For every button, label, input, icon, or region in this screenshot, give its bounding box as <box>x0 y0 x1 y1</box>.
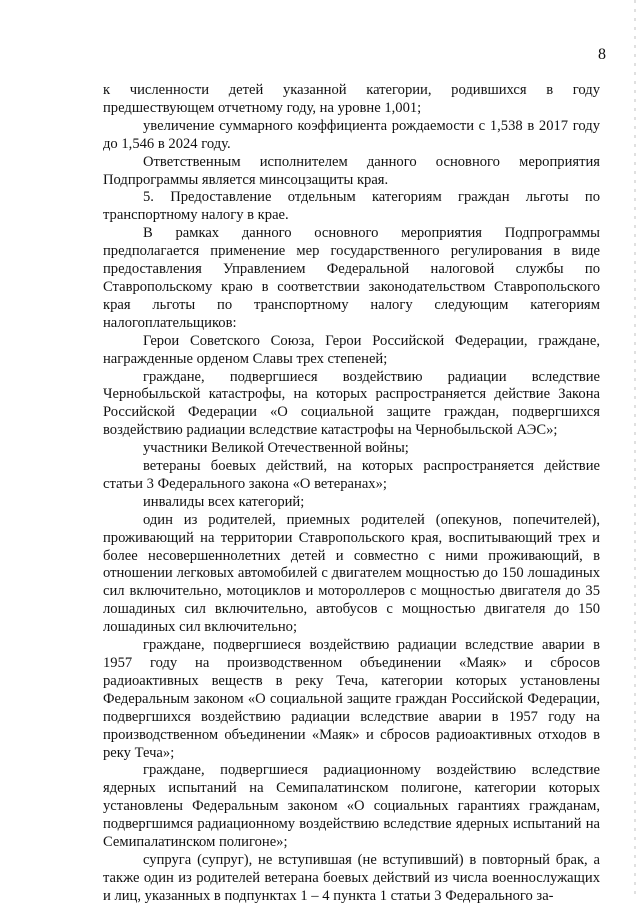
list-item-disabled: инвалиды всех категорий; <box>143 493 305 510</box>
list-item-veteran-spouse: супруга (супруг), не вступившая (не вступивший) в повторный брак, а также один из родителей ветерана боевых действий из числа военнослужащих и лиц, указанных в подпунктах 1 – 4 пункта 1 статьи 3 Федерального за- <box>103 851 600 904</box>
paragraph-responsible-executor: Ответственным исполнителем данного основного мероприятия Подпрограммы является минсоцзащиты края. <box>103 153 600 188</box>
list-item-large-families: один из родителей, приемных родителей (опекунов, попечителей), проживающий на территории Ставропольского края, воспитывающий трех и более несовершеннолетних детей и совместно с ними проживающий, в отношении легковых автомобилей с двигателем мощностью до 150 лошадиных сил включительно, мотоциклов и мотороллеров с мощностью двигателя до 35 лошадиных сил включительно, автобусов с мощностью двигателя до 150 лошадиных сил включительно; <box>103 511 600 636</box>
section-heading-transport-tax: 5. Предоставление отдельным категориям граждан льготы по транспортному налогу в крае. <box>103 189 600 224</box>
page-number: 8 <box>598 46 606 63</box>
scan-edge-marks <box>634 0 636 895</box>
list-item-semipalatinsk: граждане, подвергшиеся радиационному воздействию вследствие ядерных испытаний на Семипалатинском полигоне, категории которых установлены Федеральным законом «О социальных гарантиях гражданам, подвергшимся радиационному воздействию вследствие ядерных испытаний на Семипалатинском полигоне»; <box>103 762 600 851</box>
list-item-chernobyl: граждане, подвергшиеся воздействию радиации вследствие Чернобыльской катастрофы, на которых распространяется действие Закона Российской Федерации «О социальной защите граждан, подвергшихся воздействию радиации вследствие катастрофы на Чернобыльской АЭС»; <box>103 368 600 439</box>
list-item-mayak-accident: граждане, подвергшиеся воздействию радиации вследствие аварии в 1957 году на производственном объединении «Маяк» и сбросов радиоактивных веществ в реку Теча, категории которых установлены Федеральным законом «О социальной защите граждан Российской Федерации, подвергшихся воздействию радиации вследствие аварии в 1957 году на производственном объединении «Маяк» и сбросов радиоактивных отходов в реку Теча»; <box>103 637 600 761</box>
paragraph-measure-description: В рамках данного основного мероприятия Подпрограммы предполагается применение мер государственного регулирования в виде предоставления Управлением Федеральной налоговой службы по Ставропольскому краю в соответствии законодательством Ставропольского края льготы по транспортному налогу следующим категориям налогоплательщиков: <box>103 225 600 331</box>
list-item-heroes: Герои Советского Союза, Герои Российской Федерации, граждане, награжденные орденом Славы трех степеней; <box>103 332 600 367</box>
document-body <box>103 82 600 906</box>
paragraph-fertility-coefficient: увеличение суммарного коэффициента рождаемости с 1,538 в 2017 году до 1,546 в 2024 году. <box>103 117 600 152</box>
paragraph-birth-rate-share: к численности детей указанной категории, родившихся в году предшествующем отчетному году, на уровне 1,001; <box>103 82 600 116</box>
list-item-wwii-participants: участники Великой Отечественной войны; <box>143 440 409 457</box>
list-item-combat-veterans: ветераны боевых действий, на которых распространяется действие статьи 3 Федерального закона «О ветеранах»; <box>103 458 600 492</box>
